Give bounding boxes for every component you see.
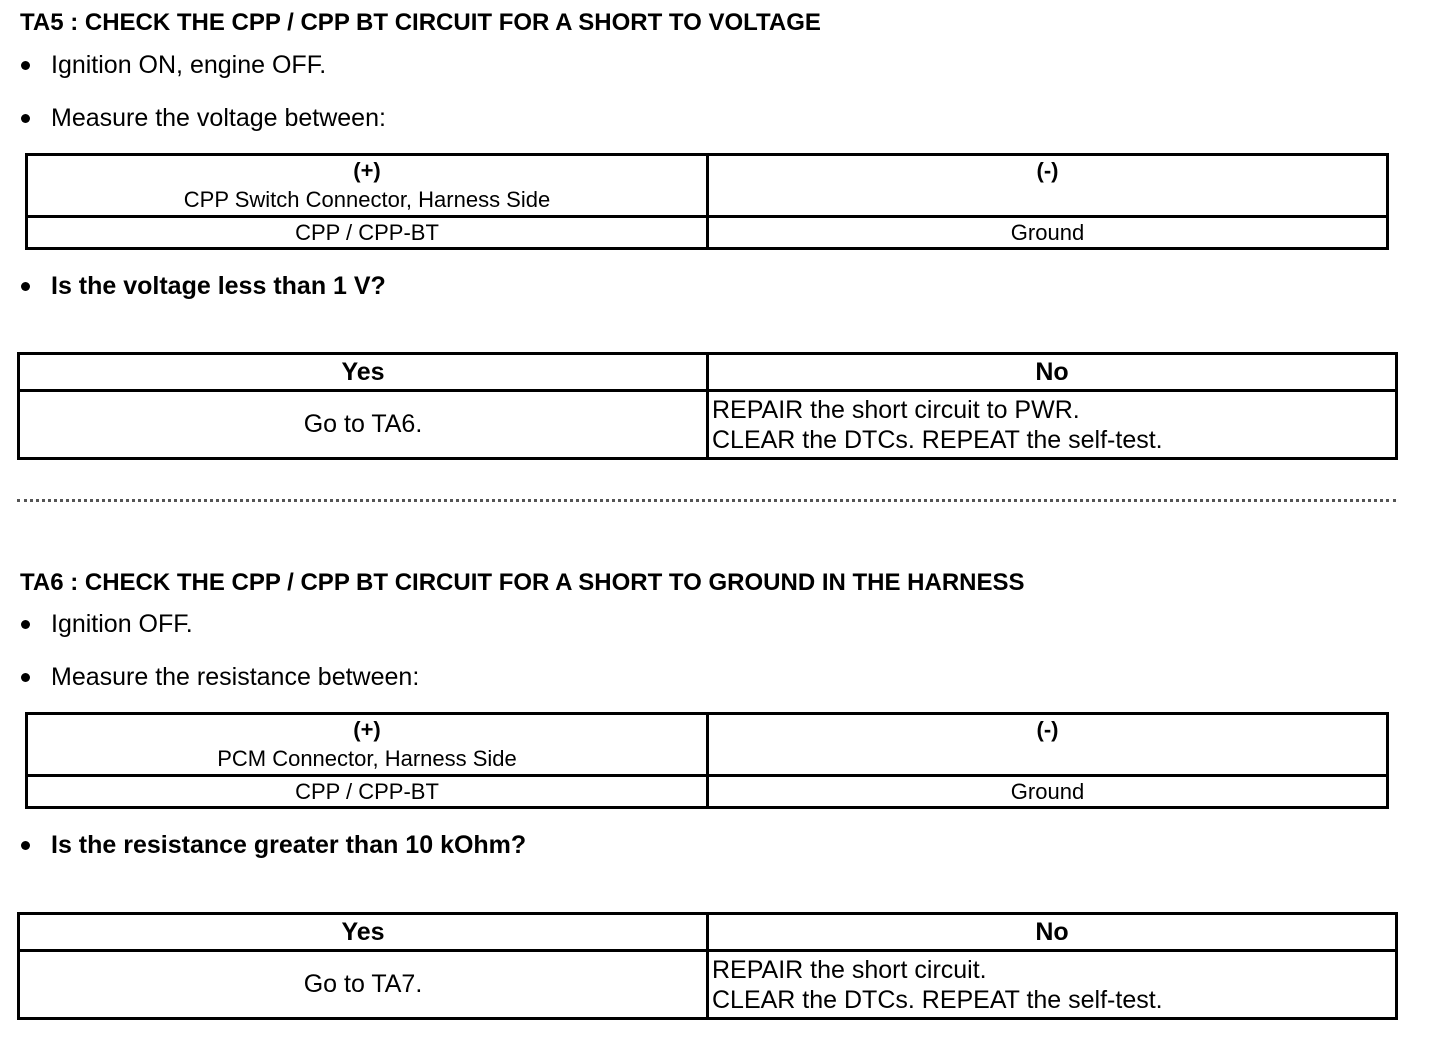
no-line-1: REPAIR the short circuit. <box>712 955 987 984</box>
step-text: Measure the voltage between: <box>51 104 386 132</box>
ta6-heading: TA6 : CHECK THE CPP / CPP BT CIRCUIT FOR A SHORT TO GROUND IN THE HARNESS <box>20 569 1025 596</box>
ta5-step-ignition <box>21 51 326 80</box>
plus-value-cell: CPP / CPP-BT <box>27 776 708 808</box>
table-row <box>19 914 1397 951</box>
yes-header: Yes <box>19 354 708 391</box>
table-row <box>27 217 1388 249</box>
question-text: Is the resistance greater than 10 kOhm? <box>51 831 527 859</box>
ta5-result-table <box>17 352 1398 460</box>
plus-label: PCM Connector, Harness Side <box>217 746 517 771</box>
ta5-question <box>21 272 386 301</box>
bullet-icon <box>21 114 30 123</box>
table-row <box>19 951 1397 1019</box>
table-row <box>27 776 1388 808</box>
yes-header: Yes <box>19 914 708 951</box>
table-row <box>27 714 1388 776</box>
minus-value-cell: Ground <box>708 776 1388 808</box>
minus-symbol: (-) <box>1036 717 1059 742</box>
plus-symbol: (+) <box>353 717 381 742</box>
step-text: Measure the resistance between: <box>51 663 420 691</box>
yes-cell: Go to TA6. <box>19 391 708 459</box>
ta6-question <box>21 831 526 860</box>
no-line-2: CLEAR the DTCs. REPEAT the self-test. <box>712 985 1163 1014</box>
ta5-heading: TA5 : CHECK THE CPP / CPP BT CIRCUIT FOR A SHORT TO VOLTAGE <box>20 9 821 36</box>
minus-value-cell: Ground <box>708 217 1388 249</box>
step-text: Ignition ON, engine OFF. <box>51 51 327 79</box>
plus-symbol: (+) <box>353 158 381 183</box>
no-line-1: REPAIR the short circuit to PWR. <box>712 395 1080 424</box>
ta5-step-measure <box>21 104 386 133</box>
ta6-step-ignition <box>21 610 193 639</box>
no-line-2: CLEAR the DTCs. REPEAT the self-test. <box>712 425 1163 454</box>
bullet-icon <box>21 282 30 291</box>
ta6-measure-table <box>25 712 1389 809</box>
ta6-result-table <box>17 912 1398 1020</box>
plus-header-cell <box>27 714 708 776</box>
table-row <box>27 155 1388 217</box>
no-header: No <box>708 354 1397 391</box>
plus-value-cell: CPP / CPP-BT <box>27 217 708 249</box>
bullet-icon <box>21 841 30 850</box>
step-text: Ignition OFF. <box>51 610 193 638</box>
table-row <box>19 354 1397 391</box>
yes-cell: Go to TA7. <box>19 951 708 1019</box>
ta6-step-measure <box>21 663 419 692</box>
minus-header-cell <box>708 155 1388 217</box>
bullet-icon <box>21 61 30 70</box>
section-divider <box>17 499 1396 502</box>
minus-header-cell <box>708 714 1388 776</box>
bullet-icon <box>21 673 30 682</box>
table-row <box>19 391 1397 459</box>
no-header: No <box>708 914 1397 951</box>
no-cell <box>708 391 1397 459</box>
no-cell <box>708 951 1397 1019</box>
plus-label: CPP Switch Connector, Harness Side <box>183 187 551 212</box>
ta5-measure-table <box>25 153 1389 250</box>
minus-symbol: (-) <box>1036 158 1059 183</box>
bullet-icon <box>21 620 30 629</box>
question-text: Is the voltage less than 1 V? <box>51 272 386 300</box>
plus-header-cell <box>27 155 708 217</box>
